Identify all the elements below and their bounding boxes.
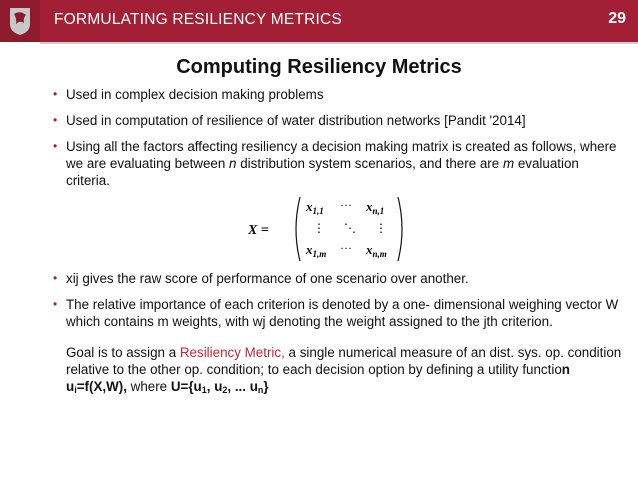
matrix-hdots-bottom: ···: [340, 241, 352, 255]
logo-icon: [7, 6, 33, 36]
bullet-marker: •: [53, 297, 58, 311]
goal-where: where: [126, 379, 171, 394]
header-bar: [0, 0, 638, 42]
bullet-text: The relative importance of each criterion is denoted by a one- dimensional weighing vector W which contains m weights, with wj denoting the weight assigned to the jth criterion.: [66, 297, 619, 329]
page-number: 29: [608, 10, 626, 27]
matrix-vdots-right: ⋮: [375, 221, 387, 235]
bullet-text: distribution system scenarios, and there are: [236, 156, 503, 171]
bullet-text: xij gives the raw score of performance of one scenario over another.: [66, 271, 469, 286]
bullet-list: [53, 86, 626, 399]
bullet-item: [53, 270, 626, 287]
bullet-text: Used in complex decision making problems: [66, 87, 324, 102]
slide-title: Computing Resiliency Metrics: [176, 56, 462, 78]
bullet-text: Used in computation of resilience of water distribution networks [Pandit '2014]: [66, 113, 526, 128]
bullet-marker: •: [53, 87, 58, 101]
goal-paragraph: [56, 344, 626, 399]
matrix-vdots-left: ⋮: [313, 221, 325, 235]
bullet-marker: •: [53, 271, 58, 285]
bullet-text: Using all the factors affecting resiliency a decision making matrix is created as follows, where we are evaluating between: [66, 139, 617, 171]
utility-formula: $u_i=f(X,W)$,: [66, 379, 127, 395]
matrix-x11: $x_{1,1}$: [306, 199, 324, 216]
matrix-xnm: $x_{n,m}$: [366, 242, 387, 259]
decision-matrix: [248, 194, 438, 264]
bullet-item: [53, 86, 626, 103]
resiliency-metric-highlight: Resiliency Metric,: [179, 345, 285, 360]
section-title: FORMULATING RESILIENCY METRICS: [54, 11, 342, 28]
matrix-hdots-top: ···: [340, 198, 352, 212]
header-divider: [40, 42, 638, 44]
variable-m: m: [502, 156, 515, 171]
goal-text-bold: n: [561, 362, 570, 377]
bullet-marker: •: [53, 113, 58, 127]
matrix-x1m: $x_{1,m}$: [306, 242, 327, 259]
bullet-text: evaluation criteria.: [66, 156, 579, 188]
cougar-logo: [0, 0, 40, 42]
utility-set: $U=\{u_1$, $u_2$, ... $u_n$}: [170, 379, 269, 395]
variable-n: n: [229, 156, 237, 171]
goal-text: a single numerical measure of an dist. sys. op. condition relative to the other op. condition; to each decision option by defining a utility functio: [66, 345, 622, 377]
left-bracket: [296, 197, 300, 261]
bullet-item: [53, 112, 626, 129]
matrix-ddots: ⋱: [344, 221, 356, 235]
bullet-marker: •: [53, 139, 58, 153]
matrix-lhs: X =: [248, 223, 269, 238]
bullet-item: [53, 138, 626, 189]
bullet-item: [53, 296, 626, 330]
matrix-equation: [56, 194, 626, 264]
right-bracket: [398, 197, 402, 261]
goal-text: Goal is to assign a: [66, 345, 180, 360]
matrix-xn1: $x_{n,1}$: [366, 199, 385, 216]
